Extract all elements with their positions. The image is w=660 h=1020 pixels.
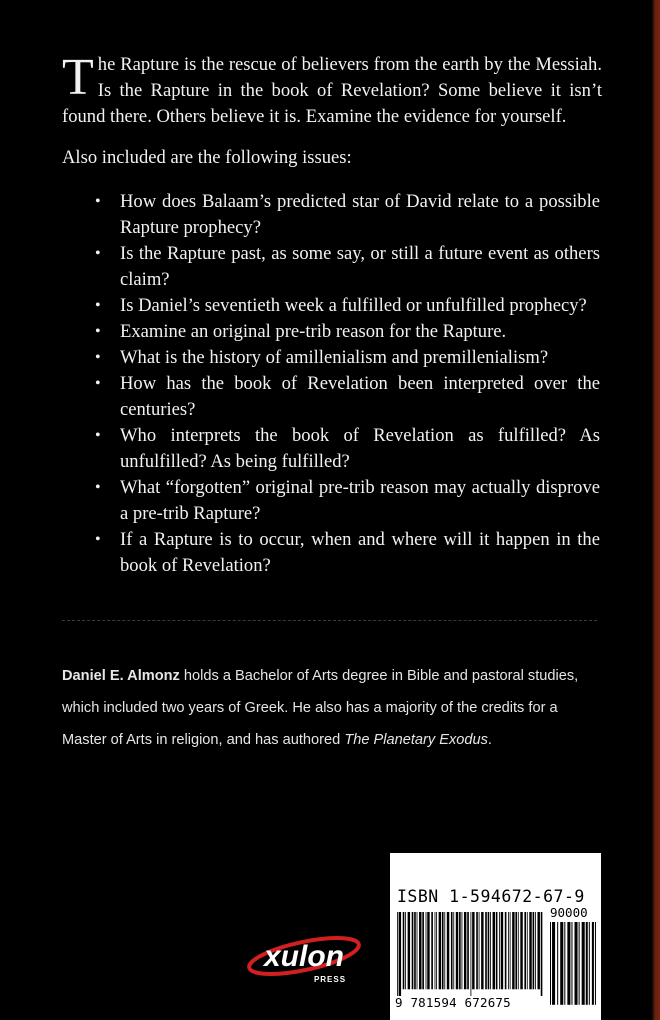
list-item-text: Is the Rapture past, as some say, or still a future event as others claim? [120, 243, 600, 290]
barcode-bar [567, 922, 570, 1005]
barcode-bar [439, 912, 441, 989]
barcode-bar [431, 912, 433, 989]
issues-list [95, 189, 600, 579]
author-bio [62, 660, 602, 756]
barcode-bar [505, 912, 507, 989]
logo-press: PRESS [313, 975, 347, 984]
list-item: • Examine an original pre-trib reason for the Rapture. [95, 321, 507, 342]
barcode-bar [527, 912, 528, 989]
barcode-bar [453, 912, 454, 989]
list-item: • How has the book of Revelation been interpreted over the centuries? [95, 373, 600, 420]
list-item: • Is Daniel’s seventieth week a fulfilled or unfulfilled prophecy? [95, 295, 587, 316]
barcode-bar [552, 922, 555, 1005]
barcode-bar [451, 912, 453, 989]
barcode-bar [462, 912, 463, 989]
barcode-bar [481, 912, 483, 989]
list-item-text: Who interprets the book of Revelation as fulfilled? As unfulfilled? As being fulfilled? [120, 425, 600, 472]
barcode-bar [571, 922, 572, 1005]
barcode-bar [447, 912, 449, 989]
barcode-bar [557, 922, 558, 1005]
barcode-bar [595, 922, 596, 1005]
barcode-bar [550, 922, 551, 1005]
barcode-bar [399, 912, 401, 996]
barcode-bar [488, 912, 490, 989]
barcode-bar [499, 912, 500, 989]
ean-barcode [397, 912, 544, 996]
book-title: The Planetary Exodus [344, 732, 488, 748]
barcode-bar [456, 912, 458, 989]
barcode-bar [464, 912, 466, 989]
intro-paragraph [62, 49, 602, 130]
list-item-text: What “forgotten” original pre-trib reason may actually disprove a pre-trib Rapture? [120, 477, 600, 524]
list-item: • If a Rapture is to occur, when and where will it happen in the book of Revelation? [95, 529, 600, 576]
barcode-bar [490, 912, 491, 989]
barcode-bar [529, 912, 531, 989]
list-item: • Who interprets the book of Revelation as fulfilled? As unfulfilled? As being fulfilled? [95, 425, 600, 472]
barcode-bar [518, 912, 519, 989]
barcode-bar [501, 912, 503, 989]
barcode-bar [435, 912, 436, 989]
barcode-bar [575, 922, 578, 1005]
barcode-bar [444, 912, 445, 989]
barcode-bar [427, 912, 429, 989]
section-divider [62, 620, 597, 621]
barcode-bar [541, 912, 543, 996]
barcode-bar [467, 912, 469, 989]
barcode-bar [512, 912, 514, 989]
list-item-text: How has the book of Revelation been interpreted over the centuries? [120, 373, 600, 420]
barcode-bar [422, 912, 424, 989]
barcode-bar [564, 922, 565, 1005]
list-item-text: Examine an original pre-trib reason for the Rapture. [120, 321, 507, 342]
barcode-bar [408, 912, 410, 989]
barcode-bar [397, 912, 398, 996]
barcode-bar [515, 912, 517, 989]
price-code: 90000 [550, 905, 588, 920]
list-item: • Is the Rapture past, as some say, or still a future event as others claim? [95, 243, 600, 290]
barcode-bar [579, 922, 580, 1005]
barcode-bar [403, 912, 405, 989]
drop-cap: T [62, 49, 94, 106]
barcode-bar [417, 912, 418, 989]
also-included-heading: Also included are the following issues: [62, 147, 352, 168]
bio-text-end: . [487, 732, 492, 748]
barcode-bar [459, 912, 461, 989]
barcode-bar [589, 922, 590, 1005]
barcode-bar [533, 912, 535, 989]
barcode-bar [586, 922, 588, 1005]
publisher-logo [238, 930, 368, 986]
logo-word: xulon [264, 940, 344, 973]
barcode-bar [510, 912, 511, 989]
barcode-bar [524, 912, 526, 989]
barcode-bar [520, 912, 522, 989]
barcode-bar [508, 912, 509, 989]
bio-text: holds a Bachelor of Arts degree in Bible and pastoral studies, which included two years of Greek. He also has a majority of the credits for a Master of Arts in religion, and has authored [62, 668, 579, 748]
isbn-text: ISBN 1-594672-67-9 [397, 887, 585, 906]
barcode-bar [493, 912, 495, 989]
spine-edge [652, 0, 660, 1020]
barcode-bar [537, 912, 539, 989]
barcode-bar [479, 912, 480, 989]
barcode-bar [414, 912, 416, 989]
barcode-bar [560, 922, 563, 1005]
list-item-text: Is Daniel’s seventieth week a fulfilled or unfulfilled prophecy? [120, 295, 587, 316]
author-name: Daniel E. Almonz [62, 668, 180, 684]
barcode-bar [535, 912, 536, 989]
barcode-bar [472, 912, 474, 989]
barcode-bar [582, 922, 585, 1005]
barcode-bar [496, 912, 498, 989]
barcode-bar [471, 912, 472, 996]
barcode-bar [412, 912, 414, 989]
barcode-bar [419, 912, 421, 989]
barcode-bar [436, 912, 437, 989]
barcode-bar [476, 912, 478, 989]
ean-number: 9 781594 672675 [395, 995, 511, 1010]
list-item: • How does Balaam’s predicted star of David relate to a possible Rapture prophecy? [95, 191, 600, 238]
barcode-bar [442, 912, 444, 989]
list-item-text: If a Rapture is to occur, when and where will it happen in the book of Revelation? [120, 529, 600, 576]
barcode-bar [485, 912, 487, 989]
price-barcode [550, 922, 598, 1012]
barcode-bar [426, 912, 427, 989]
list-item-text: How does Balaam’s predicted star of David relate to a possible Rapture prophecy? [120, 191, 600, 238]
barcode-bar [592, 922, 594, 1005]
list-item: • What is the history of amillenialism and premillenialism? [95, 347, 549, 368]
intro-text: he Rapture is the rescue of believers from the earth by the Messiah. Is the Rapture in the book of Revelation? Some believe it isn’t found there. Others believe it is. Examine the evidence for yourself. [62, 54, 602, 127]
list-item: • What “forgotten” original pre-trib reason may actually disprove a pre-trib Rapture? [95, 477, 600, 524]
list-item-text: What is the history of amillenialism and premillenialism? [120, 347, 549, 368]
barcode-bar [405, 912, 406, 989]
